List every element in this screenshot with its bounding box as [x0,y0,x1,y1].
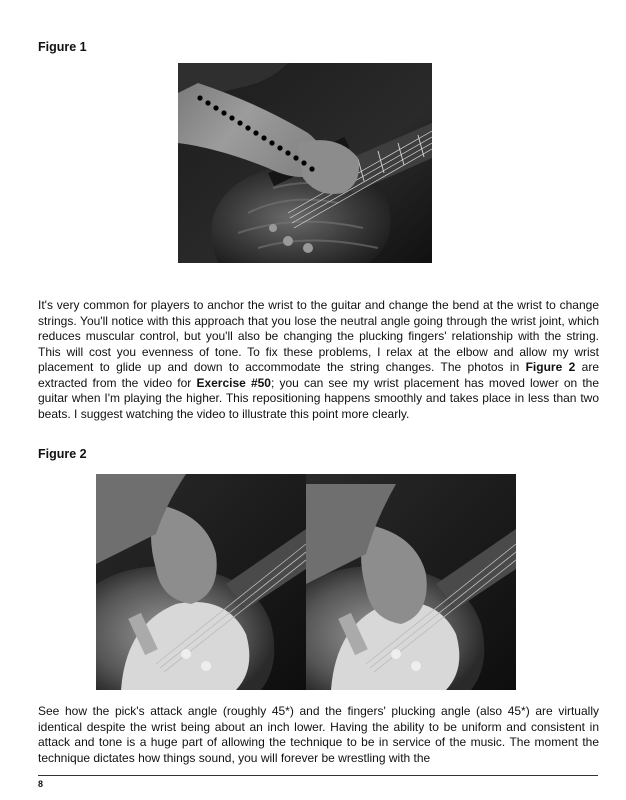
body-paragraph-2: See how the pick's attack angle (roughly 45*) and the fingers' plucking angle (also 45*) are virtually identical despite the wrist being about an inch lower. Having the ability to be uniform and consistent in attack and tone is a huge part of allowing the technique to be in service of the music. The moment the technique dictates how things sound, you will forever be wrestling with the [38,704,599,765]
footer-rule [38,775,598,776]
figure-2-photo [96,474,516,690]
figure-2-reference: Figure 2 [525,360,576,374]
figure-1-photo [178,63,432,263]
exercise-reference: Exercise #50 [196,375,271,390]
page-number: 8 [38,779,44,789]
figure-1-caption: Figure 1 [38,40,87,54]
paragraph-1-text-a: It's very common for players to anchor the wrist to the guitar and change the bend at the wrist to change strings. You'll notice with this approach that you lose the neutral angle going through the wrist joint, which reduces muscular control, but you'll also be changing the plucking fingers' relationship with the string. This will cost you evenness of tone. To fix these problems, I relax at the elbow and allow my wrist placement to glide up and down to accommodate the string changes. The photos in [38,298,599,374]
paragraph-1-text-b: are extracted from the video for [38,360,599,390]
figure-2-left-shot [96,474,306,690]
body-paragraph-1 [38,298,599,422]
figure-2-caption: Figure 2 [38,447,87,461]
paragraph-1-text-c: ; you can see my wrist placement has moved lower on the guitar when I'm playing the higher. This repositioning happens smoothly and takes place in less than two beats. I suggest watching the video to illustrate this point more clearly. [38,375,599,421]
figure-2-right-shot [306,474,516,690]
